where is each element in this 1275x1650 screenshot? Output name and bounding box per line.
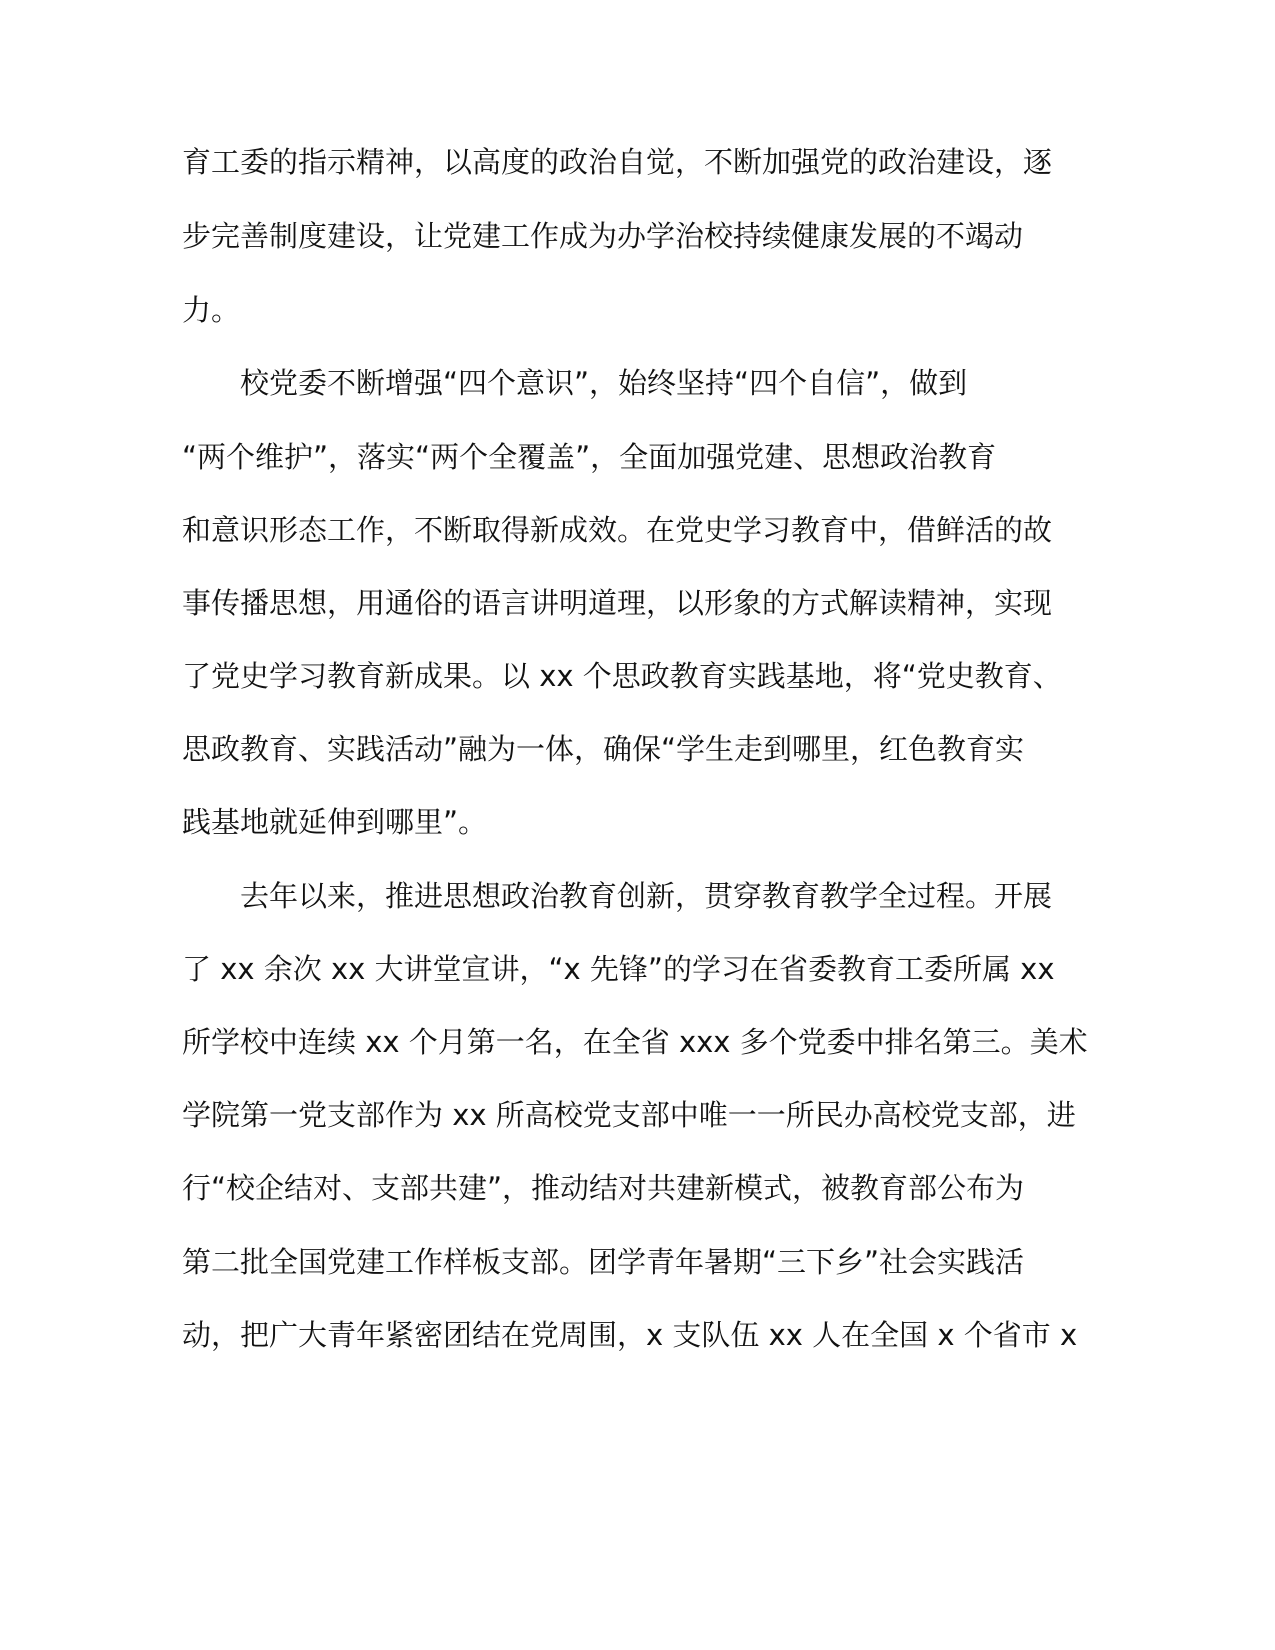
paragraph-3-line-4: 学院第一党支部作为 xx 所高校党支部中唯一一所民办高校党支部，进: [182, 1098, 1076, 1132]
paragraph-3-line-3: 所学校中连续 xx 个月第一名，在全省 xxx 多个党委中排名第三。美术: [182, 1025, 1088, 1059]
paragraph-2-line-6: 思政教育、实践活动”融为一体，确保“学生走到哪里，红色教育实: [182, 732, 1025, 766]
paragraph-2-line-5: 了党史学习教育新成果。以 xx 个思政教育实践基地，将“党史教育、: [182, 659, 1062, 693]
paragraph-2-line-2: “两个维护”，落实“两个全覆盖”，全面加强党建、思想政治教育: [182, 440, 997, 474]
paragraph-1-line-3: 力。: [182, 293, 241, 327]
paragraph-3-line-5: 行“校企结对、支部共建”，推动结对共建新模式，被教育部公布为: [182, 1171, 1025, 1205]
paragraph-1-line-2: 步完善制度建设，让党建工作成为办学治校持续健康发展的不竭动: [182, 219, 1024, 253]
paragraph-2-line-4: 事传播思想，用通俗的语言讲明道理，以形象的方式解读精神，实现: [182, 586, 1053, 620]
paragraph-3-line-7: 动，把广大青年紧密团结在党周围，x 支队伍 xx 人在全国 x 个省市 x: [182, 1318, 1078, 1352]
paragraph-2-line-1: 校党委不断增强“四个意识”，始终坚持“四个自信”，做到: [240, 366, 968, 400]
paragraph-2-line-7: 践基地就延伸到哪里”。: [182, 805, 488, 839]
paragraph-3-line-6: 第二批全国党建工作样板支部。团学青年暑期“三下乡”社会实践活: [182, 1245, 1025, 1279]
paragraph-2-line-3: 和意识形态工作，不断取得新成效。在党史学习教育中，借鲜活的故: [182, 513, 1053, 547]
paragraph-3-line-1: 去年以来，推进思想政治教育创新，贯穿教育教学全过程。开展: [240, 879, 1053, 913]
paragraph-1-line-1: 育工委的指示精神，以高度的政治自觉，不断加强党的政治建设，逐: [182, 145, 1053, 179]
paragraph-3-line-2: 了 xx 余次 xx 大讲堂宣讲，“x 先锋”的学习在省委教育工委所属 xx: [182, 952, 1055, 986]
